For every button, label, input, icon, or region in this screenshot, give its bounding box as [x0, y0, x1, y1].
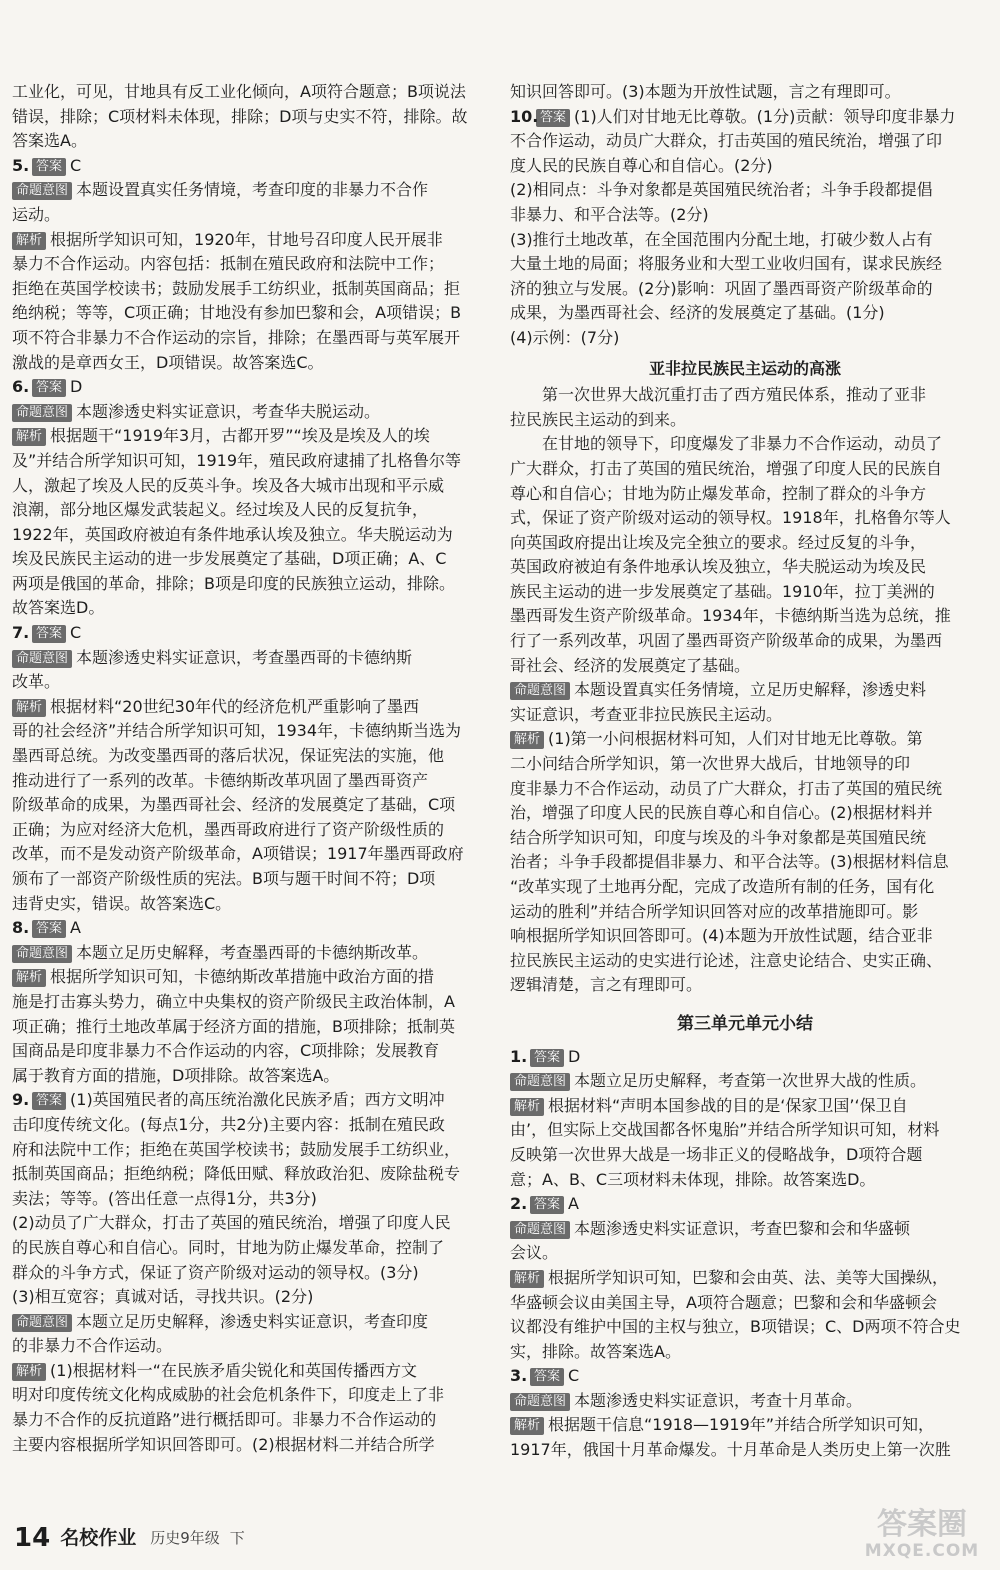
intent-text: 会议。	[510, 1243, 559, 1263]
analysis-text: 意；A、B、C三项材料未体现，排除。故答案选D。	[510, 1169, 876, 1189]
question-6	[12, 375, 482, 400]
intent-text: 本题渗透史料实证意识，考查十月革命。	[574, 1390, 863, 1410]
analysis-text: 哥的社会经济”并结合所学知识可知，1934年，卡德纳斯当选为	[12, 721, 462, 741]
question-5	[12, 154, 482, 179]
analysis-tag: 解析	[12, 232, 46, 250]
analysis-text: 响根据所学知识回答即可。(4)本题为开放性试题，结合亚非	[510, 926, 933, 946]
analysis-text: 墨西哥总统。为改变墨西哥的落后状况，保证宪法的实施，他	[12, 746, 445, 766]
logo-line-1: 答案圈	[877, 1507, 967, 1542]
book-title: 名校作业	[60, 1526, 137, 1549]
subject-grade: 历史9年级	[150, 1528, 220, 1547]
question-number: 3.	[510, 1366, 528, 1386]
intent-tag: 命题意图	[12, 650, 72, 668]
essay-text: 第一次世界大战沉重打击了西方殖民体系，推动了亚非	[542, 385, 927, 405]
text-line: 工业化，可见，甘地具有反工业化倾向，A项符合题意；B项说法	[12, 82, 466, 101]
answer-text: (3)推行土地改革，在全国范围内分配土地，打破少数人占有	[510, 229, 933, 249]
answer-text: 击印度传统文化。(每点1分，共2分)主要内容：抵制在殖民政	[12, 1114, 445, 1134]
analysis-text: 及”并结合所学知识可知，1919年，殖民政府逮捕了扎格鲁尔等	[12, 450, 462, 470]
answer-text: 的民族自尊心和自信心。同时，甘地为防止爆发革命，控制了	[12, 1237, 445, 1257]
intent-text: 本题立足历史解释，渗透史料实证意识，考查印度	[76, 1311, 429, 1331]
analysis-text: 由’，但实际上交战国都各怀鬼胎”并结合所学知识可知，材料	[510, 1120, 940, 1140]
logo-line-2: MXQE.COM	[864, 1541, 980, 1561]
answer-tag: 答案	[32, 379, 66, 397]
analysis-text: 明对印度传统文化构成威胁的社会危机条件下，印度走上了非	[12, 1385, 445, 1405]
intent-text: 本题设置真实任务情境，考查印度的非暴力不合作	[76, 180, 429, 200]
intent-text: 改革。	[12, 672, 61, 692]
analysis-text: 颁布了一部资产阶级性质的宪法。B项与题干时间不符；D项	[12, 869, 436, 888]
answer-text: 抵制英国商品；拒绝纳税；降低田赋、释放政治犯、废除盐税专	[12, 1164, 461, 1184]
answer-tag: 答案	[32, 1092, 66, 1110]
essay-text: 行了一系列改革，巩固了墨西哥资产阶级革命的成果，为墨西	[510, 631, 943, 651]
question-number: 2.	[510, 1194, 528, 1214]
question-10	[510, 105, 980, 130]
answer-text: (1)人们对甘地无比尊敬。(1分)贡献：领导印度非暴力	[574, 106, 956, 126]
analysis-tag: 解析	[12, 699, 46, 717]
answer-value: C	[70, 155, 82, 175]
analysis-text: 反映第一次世界大战是一场非正义的侵略战争，D项符合题	[510, 1144, 923, 1164]
analysis-text: 违背史实，错误。故答案选C。	[12, 893, 232, 913]
analysis-text: (1)根据材料一“在民族矛盾尖锐化和英国传播西方文	[50, 1360, 417, 1380]
analysis-text: 1917年，俄国十月革命爆发。十月革命是人类历史上第一次胜	[510, 1440, 951, 1460]
answer-text: 成果，为墨西哥社会、经济的发展奠定了基础。(1分)	[510, 303, 885, 323]
question-9	[12, 1088, 482, 1113]
unit-question-2	[510, 1192, 980, 1217]
analysis-text: 根据题干“1919年3月，古都开罗”“埃及是埃及人的埃	[50, 426, 430, 446]
analysis-text: 度非暴力不合作运动，动员了广大群众，打击了英国的殖民统	[510, 778, 943, 798]
analysis-text: 1922年，英国政府被迫有条件地承认埃及独立。华夫脱运动为	[12, 524, 453, 544]
intent-text: 实证意识，考查亚非拉民族民主运动。	[510, 704, 783, 724]
intent-tag: 命题意图	[510, 1221, 570, 1239]
analysis-text: 根据材料“声明本国参战的目的是‘保家卫国’‘保卫自	[548, 1095, 908, 1115]
answer-tag: 答案	[530, 1049, 564, 1067]
analysis-text: “改革实现了土地再分配，完成了改造所有制的任务，国有化	[510, 877, 935, 896]
analysis-text: 绝纳税；等等，C项正确；甘地没有参加巴黎和会，A项错误；B	[12, 303, 462, 323]
analysis-text: 根据题干信息“1918—1919年”并结合所学知识可知，	[548, 1415, 935, 1435]
unit-question-3	[510, 1364, 980, 1389]
answer-text: 济的独立与发展。(2分)影响：巩固了墨西哥资产阶级革命的	[510, 278, 933, 298]
question-number: 10.	[510, 106, 539, 126]
essay-text: 哥社会、经济的发展奠定了基础。	[510, 655, 751, 675]
intent-text: 本题立足历史解释，考查墨西哥的卡德纳斯改革。	[76, 942, 429, 962]
answer-text: (2)相同点：斗争对象都是英国殖民统治者；斗争手段都提倡	[510, 180, 933, 200]
question-number: 9.	[12, 1090, 30, 1110]
intent-text: 本题渗透史料实证意识，考查华夫脱运动。	[76, 401, 381, 421]
analysis-text: 结合所学知识可知，印度与埃及的斗争对象都是英国殖民统	[510, 827, 927, 847]
answer-value: D	[568, 1046, 581, 1066]
intent-text: 的非暴力不合作运动。	[12, 1336, 173, 1356]
essay-text: 向英国政府提出让埃及完全独立的要求。经过反复的斗争，	[510, 532, 927, 552]
analysis-text: 拒绝在英国学校读书；鼓励发展手工纺织业，抵制英国商品；拒	[12, 278, 461, 298]
answer-tag: 答案	[32, 920, 66, 938]
essay-text: 族民主运动的进一步发展奠定了基础。1910年，拉丁美洲的	[510, 581, 935, 601]
question-number: 5.	[12, 155, 30, 175]
analysis-text: 二小问结合所学知识，第一次世界大战后，甘地领导的印	[510, 754, 911, 774]
question-7	[12, 621, 482, 646]
answer-text: (3)相互宽容；真诚对话，寻找共识。(2分)	[12, 1287, 314, 1307]
analysis-text: 议都没有维护中国的主权与独立，B项错误；C、D两项不符合史	[510, 1317, 961, 1337]
intent-tag: 命题意图	[510, 1393, 570, 1411]
essay-text: 拉民族民主运动的到来。	[510, 409, 687, 429]
answer-tag: 答案	[530, 1196, 564, 1214]
intent-tag: 命题意图	[510, 682, 570, 700]
analysis-text: 项不符合非暴力不合作运动的宗旨，排除；在墨西哥与英军展开	[12, 327, 461, 347]
analysis-text: 国商品是印度非暴力不合作运动的内容，C项排除；发展教育	[12, 1041, 440, 1061]
page-footer	[14, 1523, 245, 1553]
analysis-text: 根据所学知识可知，1920年，甘地号召印度人民开展非	[50, 229, 443, 249]
analysis-text: 属于教育方面的措施，D项排除。故答案选A。	[12, 1065, 340, 1085]
intent-tag: 命题意图	[12, 404, 72, 422]
question-number: 8.	[12, 918, 30, 938]
analysis-text: 实，排除。故答案选A。	[510, 1341, 681, 1361]
answer-value: A	[70, 918, 81, 938]
analysis-text: 埃及民族民主运动的进一步发展奠定了基础，D项正确；A、C	[12, 549, 447, 569]
analysis-text: 正确；为应对经济大危机，墨西哥政府进行了资产阶级性质的	[12, 819, 445, 839]
analysis-text: 根据所学知识可知，卡德纳斯改革措施中政治方面的措	[50, 967, 435, 987]
essay-text: 墨西哥发生资产阶级革命。1934年，卡德纳斯当选为总统，推	[510, 606, 951, 626]
answer-text: 大量土地的局面；将服务业和大型工业收归国有，谋求民族经	[510, 254, 943, 274]
analysis-text: (1)第一小问根据材料可知，人们对甘地无比尊敬。第	[548, 729, 923, 749]
analysis-tag: 解析	[12, 1363, 46, 1381]
site-logo	[852, 1505, 992, 1565]
analysis-text: 推动进行了一系列的改革。卡德纳斯改革巩固了墨西哥资产	[12, 770, 429, 790]
right-column	[510, 80, 980, 1463]
analysis-text: 阶级革命的成果，为墨西哥社会、经济的发展奠定了基础，C项	[12, 795, 456, 815]
analysis-text: 改革，而不是发动资产阶级革命，A项错误；1917年墨西哥政府	[12, 844, 464, 864]
intent-text: 本题渗透史料实证意识，考查巴黎和会和华盛顿	[574, 1218, 911, 1238]
analysis-text: 主要内容根据所学知识回答即可。(2)根据材料二并结合所学	[12, 1434, 435, 1454]
answer-text: (1)英国殖民者的高压统治激化民族矛盾；西方文明冲	[70, 1090, 445, 1110]
answer-tag: 答案	[530, 1368, 564, 1386]
analysis-text: 两项是俄国的革命，排除；B项是印度的民族独立运动，排除。	[12, 573, 455, 593]
intent-tag: 命题意图	[510, 1073, 570, 1091]
analysis-text: 运动的胜利”并结合所学知识回答对应的改革措施即可。影	[510, 901, 919, 921]
analysis-tag: 解析	[12, 428, 46, 446]
intent-text: 运动。	[12, 204, 61, 224]
answer-text: 不合作运动，动员广大群众，打击英国的殖民统治，增强了印	[510, 131, 943, 151]
analysis-text: 施是打击寡头势力，确立中央集权的资产阶级民主政治体制，A	[12, 991, 455, 1011]
analysis-tag: 解析	[510, 1417, 544, 1435]
essay-title: 亚非拉民族民主运动的高涨	[648, 358, 841, 378]
answer-text: (2)动员了广大群众，打击了英国的殖民统治，增强了印度人民	[12, 1213, 451, 1233]
question-number: 7.	[12, 623, 30, 643]
analysis-text: 项正确；推行土地改革属于经济方面的措施，B项排除；抵制英	[12, 1016, 455, 1036]
intent-tag: 命题意图	[12, 945, 72, 963]
text-line: 答案选A。	[12, 131, 87, 151]
analysis-tag: 解析	[510, 1098, 544, 1116]
answer-tag: 答案	[536, 109, 570, 127]
answer-value: C	[568, 1366, 580, 1386]
unit-summary-title: 第三单元单元小结	[677, 1013, 813, 1034]
analysis-text: 治者；斗争手段都提倡非暴力、和平合法等。(3)根据材料信息	[510, 852, 949, 872]
analysis-text: 暴力不合作运动。内容包括：抵制在殖民政府和法院中工作；	[12, 254, 445, 274]
answer-tag: 答案	[32, 625, 66, 643]
volume-label: 下	[229, 1528, 245, 1547]
analysis-text: 逻辑清楚，言之有理即可。	[510, 975, 703, 995]
analysis-text: 治，增强了印度人民的民族自尊心和自信心。(2)根据材料并	[510, 803, 933, 823]
answer-text: 度人民的民族自尊心和自信心。(2分)	[510, 155, 773, 175]
analysis-text: 华盛顿会议由美国主导，A项符合题意；巴黎和会和华盛顿会	[510, 1292, 937, 1312]
essay-text: 在甘地的领导下，印度爆发了非暴力不合作运动，动员了	[542, 434, 943, 454]
answer-text: 非暴力、和平合法等。(2分)	[510, 204, 709, 224]
analysis-text: 拉民族民主运动的史实进行论述，注意史论结合、史实正确、	[510, 950, 943, 970]
intent-tag: 命题意图	[12, 182, 72, 200]
analysis-text: 浪潮，部分地区爆发武装起义。经过埃及人民的反复抗争，	[12, 500, 429, 520]
analysis-text: 根据所学知识可知，巴黎和会由英、法、美等大国操纵，	[548, 1267, 949, 1287]
unit-question-1	[510, 1045, 980, 1070]
question-number: 6.	[12, 377, 30, 397]
analysis-tag: 解析	[12, 969, 46, 987]
analysis-text: 人，激起了埃及人民的反英斗争。埃及各大城市出现和平示威	[12, 475, 445, 495]
analysis-tag: 解析	[510, 1270, 544, 1288]
analysis-tag: 解析	[510, 731, 544, 749]
left-column	[12, 80, 482, 1457]
answer-tag: 答案	[32, 158, 66, 176]
analysis-text: 根据材料“20世纪30年代的经济危机严重影响了墨西	[50, 696, 420, 716]
essay-text: 式，保证了资产阶级对运动的领导权。1918年，扎格鲁尔等人	[510, 508, 951, 528]
answer-text: 府和法院中工作；拒绝在英国学校读书；鼓励发展手工纺织业，	[12, 1139, 461, 1159]
intent-text: 本题渗透史料实证意识，考查墨西哥的卡德纳斯	[76, 647, 413, 667]
question-number: 1.	[510, 1046, 528, 1066]
analysis-text: 暴力不合作的反抗道路”进行概括即可。非暴力不合作运动的	[12, 1410, 437, 1430]
analysis-text: 故答案选D。	[12, 598, 105, 618]
essay-text: 广大群众，打击了英国的殖民统治，增强了印度人民的民族自	[510, 458, 943, 478]
intent-text: 本题立足历史解释，考查第一次世界大战的性质。	[574, 1071, 927, 1091]
answer-text: (4)示例：(7分)	[510, 327, 620, 347]
answer-value: A	[568, 1194, 579, 1214]
page-number: 14	[14, 1522, 51, 1553]
text-line: 错误，排除；C项材料未体现，排除；D项与史实不符，排除。故	[12, 106, 468, 126]
analysis-text: 激战的是章西女王，D项错误。故答案选C。	[12, 352, 324, 372]
answer-value: C	[70, 623, 82, 643]
essay-text: 尊心和自信心；甘地为防止爆发革命，控制了群众的斗争方	[510, 483, 927, 503]
answer-text: 卖法；等等。(答出任意一点得1分，共3分)	[12, 1188, 317, 1208]
answer-text: 群众的斗争方式，保证了资产阶级对运动的领导权。(3分)	[12, 1262, 419, 1282]
answer-value: D	[70, 377, 83, 397]
intent-tag: 命题意图	[12, 1314, 72, 1332]
intent-text: 本题设置真实任务情境，立足历史解释，渗透史料	[574, 680, 927, 700]
text-line: 知识回答即可。(3)本题为开放性试题，言之有理即可。	[510, 82, 901, 101]
essay-text: 英国政府被迫有条件地承认埃及独立，华夫脱运动为埃及民	[510, 557, 927, 577]
question-8	[12, 916, 482, 941]
